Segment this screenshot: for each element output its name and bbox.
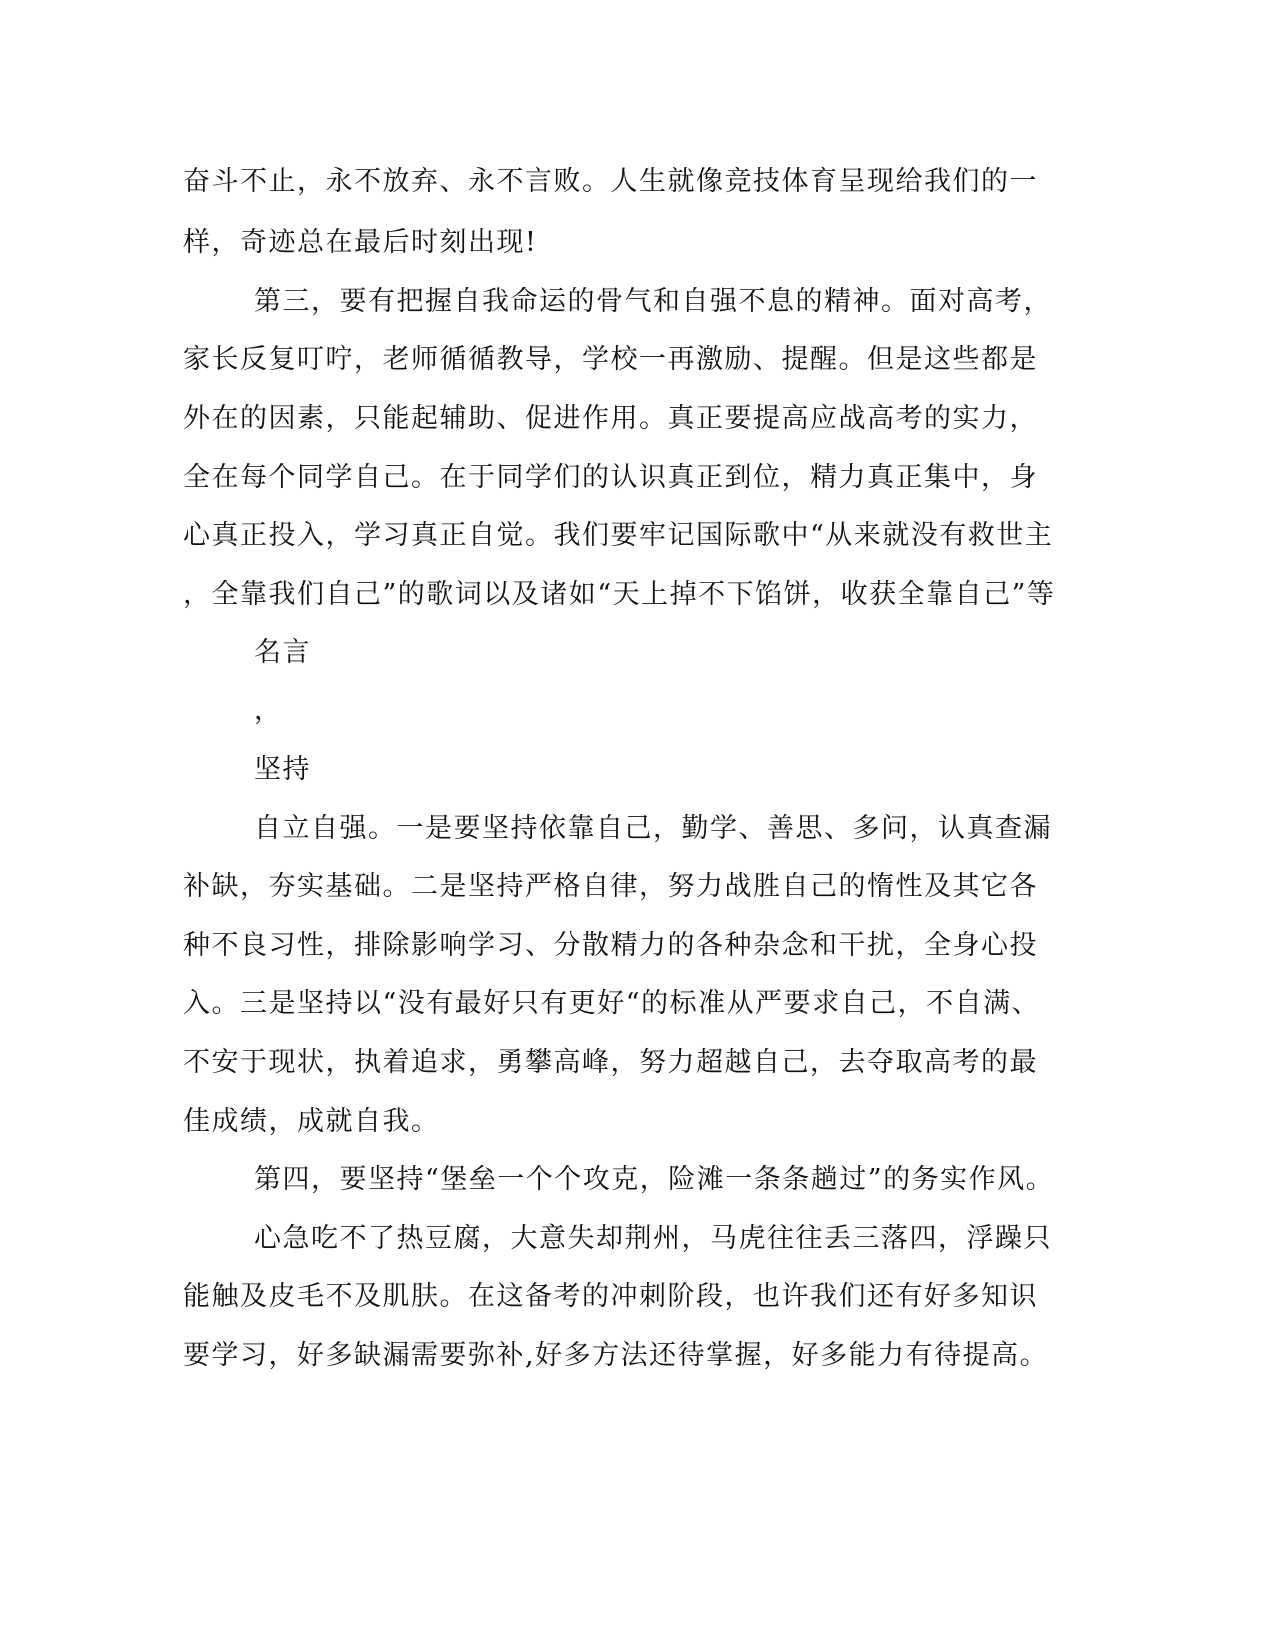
text-line: 家长反复叮咛，老师循循教导，学校一再激励、提醒。但是这些都是 — [183, 344, 1038, 375]
text-line: 坚持 — [254, 754, 311, 785]
text-line: 要学习，好多缺漏需要弥补,好多方法还待掌握，好多能力有待提高。 — [183, 1340, 1049, 1371]
text-line: 样，奇迹总在最后时刻出现! — [183, 227, 538, 258]
text-line: 外在的因素，只能起辅助、促进作用。真正要提高应战高考的实力， — [183, 403, 1038, 434]
text-line: ， — [254, 695, 283, 726]
paragraph-start-line: 心急吃不了热豆腐，大意失却荆州，马虎往往丢三落四，浮躁只 — [254, 1223, 1052, 1254]
text-line: 补缺，夯实基础。二是坚持严格自律，努力战胜自己的惰性及其它各 — [183, 871, 1038, 902]
text-line: 心真正投入，学习真正自觉。我们要牢记国际歌中“从来就没有救世主 — [183, 520, 1054, 551]
text-line: 全在每个同学自己。在于同学们的认识真正到位，精力真正集中，身 — [183, 462, 1038, 493]
text-line: 名言 — [254, 637, 311, 668]
text-line: 佳成绩，成就自我。 — [183, 1106, 440, 1137]
paragraph-start-line: 第三，要有把握自我命运的骨气和自强不息的精神。面对高考， — [254, 286, 1052, 317]
text-line: 种不良习性，排除影响学习、分散精力的各种杂念和干扰，全身心投 — [183, 930, 1038, 961]
text-line: 能触及皮毛不及肌肤。在这备考的冲刺阶段，也许我们还有好多知识 — [183, 1281, 1038, 1312]
text-line: 奋斗不止，永不放弃、永不言败。人生就像竞技体育呈现给我们的一 — [183, 166, 1038, 197]
text-line: 不安于现状，执着追求，勇攀高峰，努力超越自己，去夺取高考的最 — [183, 1047, 1038, 1078]
text-line: 入。三是坚持以“没有最好只有更好“的标准从严要求自己，不自满、 — [183, 988, 1041, 1019]
paragraph-start-line: 自立自强。一是要坚持依靠自己，勤学、善思、多问，认真查漏 — [254, 813, 1052, 844]
paragraph-start-line: 第四，要坚持“堡垒一个个攻克，险滩一条条趟过”的务实作风。 — [254, 1164, 1055, 1195]
text-line: ，全靠我们自己”的歌词以及诸如“天上掉不下馅饼，收获全靠自己”等 — [183, 579, 1056, 610]
